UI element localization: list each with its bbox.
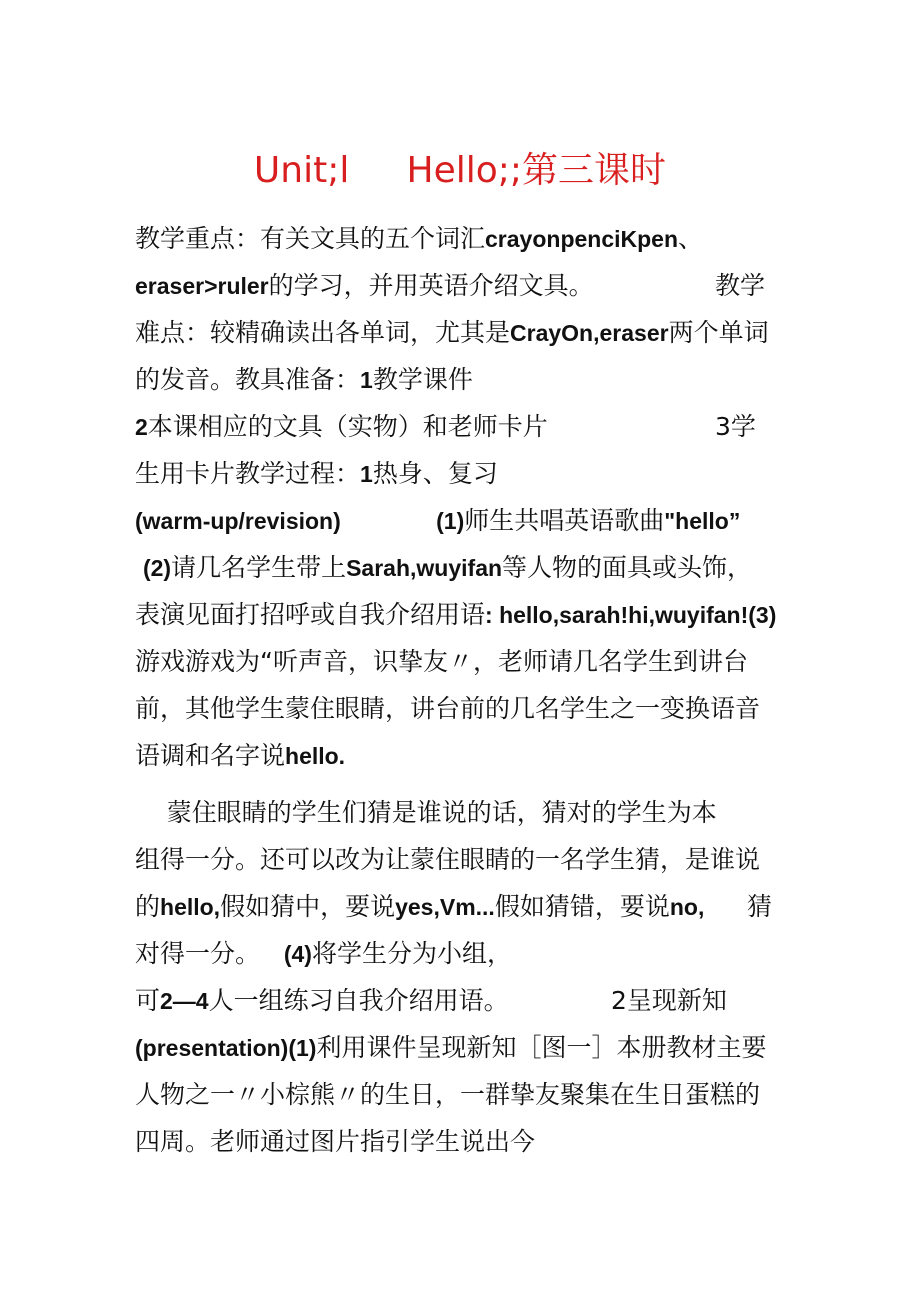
text-segment: 可: [135, 986, 161, 1015]
text-segment: 游戏游戏为“听声音，识挚友〃，老师请几名学生到讲台: [135, 647, 748, 676]
text-line: [135, 360, 795, 400]
text-segment: [341, 506, 436, 535]
text-segment: 的学习，并用英语介绍文具。: [268, 271, 594, 300]
text-line: [135, 266, 795, 306]
text-segment: 、: [678, 224, 704, 253]
text-segment: 1: [360, 367, 373, 393]
text-segment: 表演见面打招呼或自我介绍用语: [135, 600, 486, 629]
text-line: [135, 1122, 795, 1162]
text-segment: 的发音。教具准备：: [135, 365, 361, 394]
text-line: [135, 840, 795, 880]
text-segment: 四周。老师通过图片指引学生说出今: [135, 1127, 536, 1156]
text-line: [135, 501, 795, 541]
text-line: [135, 548, 795, 588]
text-segment-right: 猜: [747, 892, 773, 921]
text-segment: (1): [436, 508, 465, 534]
text-segment: 人物之一〃小棕熊〃的生日，一群挚友聚集在生日蛋糕的: [135, 1080, 761, 1109]
text-segment: 2—4: [160, 988, 209, 1014]
text-segment: 教学重点：有关文具的五个词汇: [135, 224, 486, 253]
text-segment: 前，其他学生蒙住眼睛，讲台前的几名学生之一变换语音: [135, 694, 761, 723]
text-line: [135, 887, 795, 927]
document-title: Unit;l Hello;;第三课时: [253, 150, 667, 191]
text-line: [135, 454, 795, 494]
text-segment: 教学课件: [372, 365, 473, 394]
text-segment: 生用卡片教学过程：: [135, 459, 361, 488]
text-segment: (2): [142, 555, 172, 581]
text-segment: 的: [135, 892, 161, 921]
text-segment: hello.: [285, 743, 346, 769]
text-segment-right: 教学: [715, 271, 766, 300]
text-segment: 热身、复习: [372, 459, 498, 488]
text-segment: yes,Vm...: [395, 894, 495, 920]
text-segment: 难点：较精确读出各单词，尤其是: [135, 318, 511, 347]
text-line: [135, 934, 795, 974]
text-line: [135, 407, 795, 447]
text-segment: 语调和名字说: [135, 741, 286, 770]
text-segment: 假如猜中，要说: [220, 892, 396, 921]
text-segment: 将学生分为小组，: [311, 939, 512, 968]
text-segment: 对得一分。: [135, 939, 284, 968]
text-line: [135, 1075, 795, 1115]
text-segment: hello,: [160, 894, 221, 920]
text-segment: CrayOn,eraser: [510, 320, 669, 346]
text-segment: 等人物的面具或头饰，: [502, 553, 753, 582]
text-segment: 2: [135, 414, 148, 440]
text-segment: 组得一分。还可以改为让蒙住眼睛的一名学生猜，是谁说: [135, 845, 761, 874]
text-segment: (4): [283, 941, 312, 967]
text-segment: 1: [360, 461, 373, 487]
text-segment: [135, 553, 143, 582]
text-segment: "hello”: [664, 508, 741, 534]
text-segment: 两个单词: [668, 318, 769, 347]
text-segment: 请几名学生带上: [171, 553, 347, 582]
text-line: [135, 219, 795, 259]
text-segment: 蒙住眼睛的学生们猜是谁说的话，猜对的学生为本: [135, 798, 717, 827]
text-segment: (warm-up/revision): [135, 508, 341, 534]
text-line: [135, 313, 795, 353]
text-segment: (presentation)(1): [135, 1035, 317, 1061]
text-segment: eraser>ruler: [135, 273, 269, 299]
text-segment: 利用课件呈现新知［图一］本册教材主要: [316, 1033, 767, 1062]
text-line: [135, 981, 795, 1021]
text-line: [135, 595, 795, 635]
text-line: [135, 1028, 795, 1068]
text-segment: crayonpenciKpen: [485, 226, 679, 252]
text-segment: : hello,sarah!hi,wuyifan!(3): [485, 602, 777, 628]
text-line: [135, 689, 795, 729]
text-segment: no,: [669, 894, 705, 920]
text-line: [135, 736, 795, 776]
text-segment: Sarah,wuyifan: [346, 555, 503, 581]
text-segment: 假如猜错，要说: [494, 892, 670, 921]
text-line: [135, 793, 795, 833]
text-segment-right: 3学: [715, 412, 756, 441]
text-segment: 本课相应的文具（实物）和老师卡片: [147, 412, 548, 441]
text-segment: 师生共唱英语歌曲: [464, 506, 665, 535]
text-line: [135, 642, 795, 682]
text-segment: 人一组练习自我介绍用语。: [208, 986, 509, 1015]
text-segment-right: 2呈现新知: [611, 986, 727, 1015]
